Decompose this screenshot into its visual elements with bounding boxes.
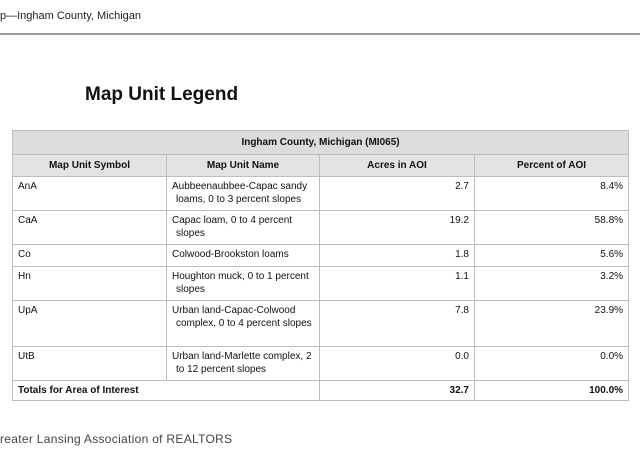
table-row [13, 347, 629, 381]
table-row [13, 245, 629, 267]
cell-symbol: UtB [13, 347, 167, 381]
totals-acres: 32.7 [320, 381, 475, 401]
cell-percent: 3.2% [475, 267, 629, 301]
column-header-acres: Acres in AOI [320, 155, 475, 177]
cell-acres: 19.2 [320, 211, 475, 245]
cell-acres: 2.7 [320, 177, 475, 211]
legend-title: Map Unit Legend [85, 84, 239, 105]
cell-symbol: Co [13, 245, 167, 267]
cell-name [167, 177, 320, 211]
cell-name-text: Urban land-Capac-Colwood complex, 0 to 4 percent slopes [172, 305, 312, 329]
cell-name-text: Capac loam, 0 to 4 percent slopes [172, 215, 293, 239]
cell-acres: 1.8 [320, 245, 475, 267]
footer-watermark: reater Lansing Association of REALTORS [0, 432, 233, 446]
cell-name [167, 267, 320, 301]
cell-name [167, 347, 320, 381]
cell-acres: 0.0 [320, 347, 475, 381]
cell-percent: 8.4% [475, 177, 629, 211]
cell-percent: 58.8% [475, 211, 629, 245]
cell-symbol: Hn [13, 267, 167, 301]
county-heading: Ingham County, Michigan (MI065) [13, 131, 629, 155]
column-header-name: Map Unit Name [167, 155, 320, 177]
cell-acres: 1.1 [320, 267, 475, 301]
cell-symbol: CaA [13, 211, 167, 245]
cell-symbol: AnA [13, 177, 167, 211]
header-divider [0, 33, 640, 35]
cell-name-text: Aubbeenaubbee-Capac sandy loams, 0 to 3 percent slopes [172, 181, 308, 205]
page-header-title: p—Ingham County, Michigan [0, 10, 142, 22]
totals-label: Totals for Area of Interest [13, 381, 320, 401]
cell-percent: 23.9% [475, 301, 629, 347]
map-unit-legend-table [12, 130, 629, 401]
cell-acres: 7.8 [320, 301, 475, 347]
table-row [13, 301, 629, 347]
cell-percent: 0.0% [475, 347, 629, 381]
cell-name [167, 211, 320, 245]
cell-name-text: Urban land-Marlette complex, 2 to 12 percent slopes [172, 351, 312, 375]
cell-name [167, 245, 320, 267]
column-header-percent: Percent of AOI [475, 155, 629, 177]
totals-percent: 100.0% [475, 381, 629, 401]
cell-name-text: Houghton muck, 0 to 1 percent slopes [172, 271, 309, 295]
table-row [13, 177, 629, 211]
table-row [13, 211, 629, 245]
cell-percent: 5.6% [475, 245, 629, 267]
column-header-symbol: Map Unit Symbol [13, 155, 167, 177]
totals-row [13, 381, 629, 401]
cell-name-text: Colwood-Brookston loams [172, 249, 289, 260]
cell-symbol: UpA [13, 301, 167, 347]
table-row [13, 267, 629, 301]
cell-name [167, 301, 320, 347]
